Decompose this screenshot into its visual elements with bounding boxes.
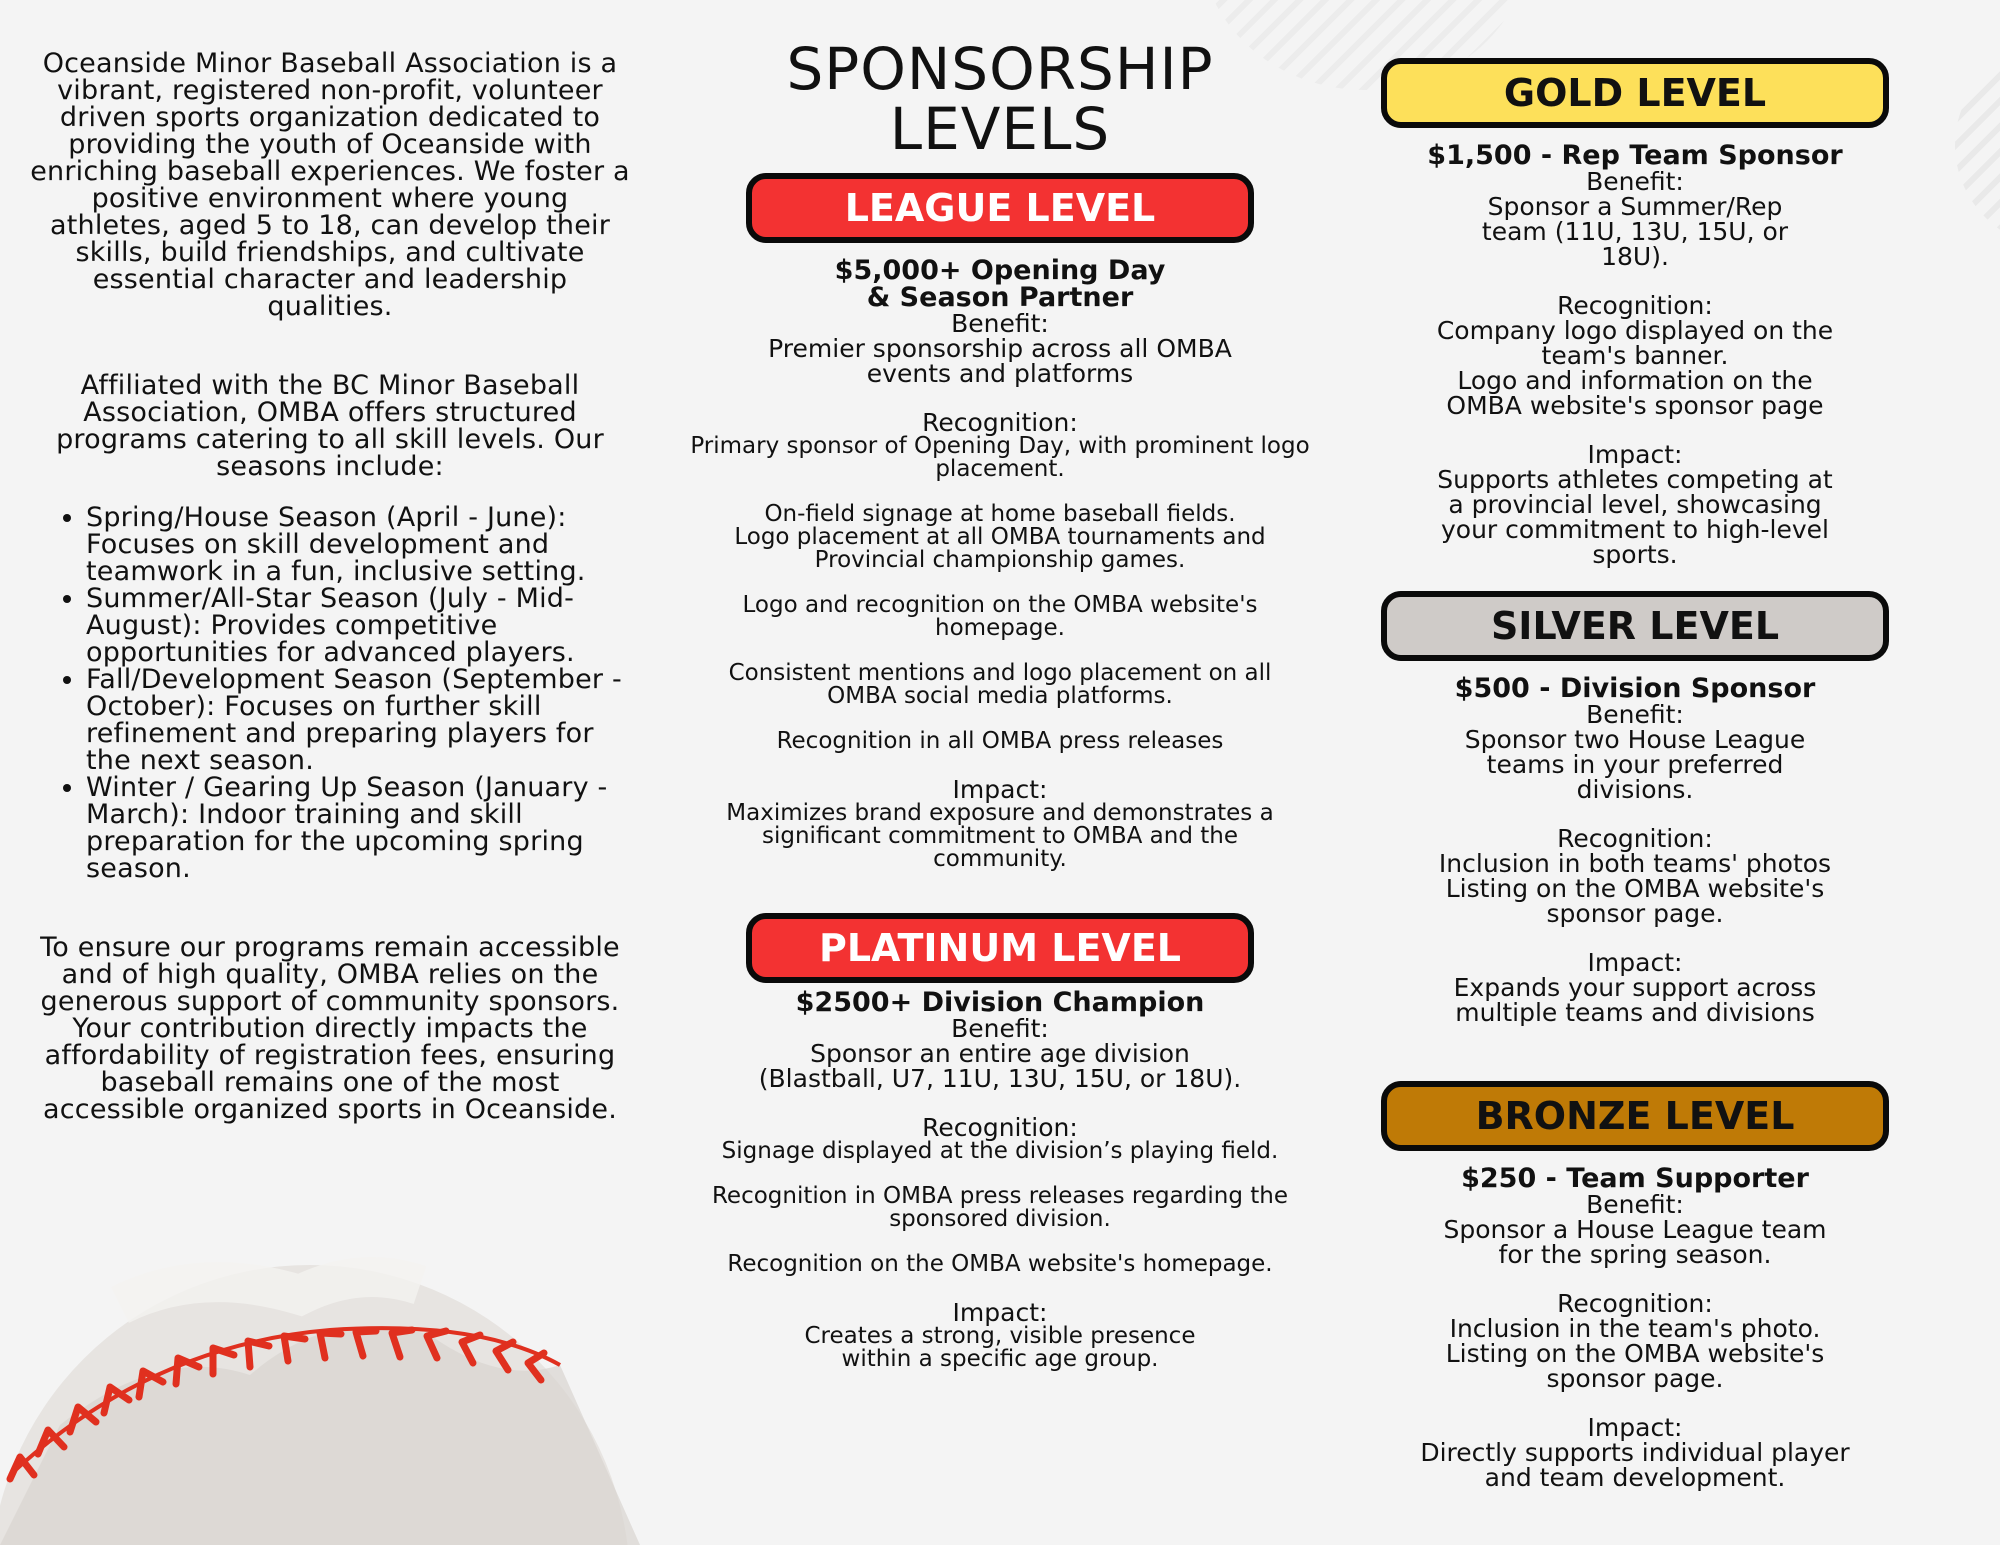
league-recognition-3: Logo placement at all OMBA tournaments and Provincial championship games. (734, 524, 1266, 574)
baseball-icon (0, 1225, 640, 1545)
platinum-benefit-label: Benefit: (951, 1014, 1049, 1044)
list-item: • Spring/House Season (April - June): Focuses on skill development and teamwork in a fun, inclusive setting. (86, 504, 630, 585)
intro-column (30, 50, 630, 1175)
league-level-banner: LEAGUE LEVEL (746, 173, 1254, 243)
intro-paragraph-3: To ensure our programs remain accessible and of high quality, OMBA relies on the generous support of community sponsors. Your contribution directly impacts the affordability of registration fees, ensuring baseball remains one of the most accessible organized sports in Oceanside. (40, 932, 620, 1125)
league-benefit-label: Benefit: (951, 309, 1049, 339)
silver-recognition-1: Inclusion in both teams' photos (1438, 849, 1832, 878)
seasons-list (30, 504, 630, 882)
list-item: • Summer/All-Star Season (July - Mid-August): Provides competitive opportunities for advanced players. (86, 585, 630, 666)
league-recognition-4: Logo and recognition on the OMBA website's homepage. (742, 592, 1258, 642)
gold-benefit-label: Benefit: (1586, 167, 1684, 196)
league-recognition-6: Recognition in all OMBA press releases (776, 728, 1224, 755)
gold-level-banner: GOLD LEVEL (1381, 58, 1889, 128)
intro-paragraph-2: Affiliated with the BC Minor Baseball Association, OMBA offers structured programs catering to all skill levels. Our seasons include: (56, 370, 604, 482)
page-title (690, 35, 1310, 163)
middle-column (690, 35, 1310, 1373)
platinum-recognition-1: Signage displayed at the division’s playing field. (721, 1138, 1279, 1165)
bronze-impact-label: Impact: (1587, 1413, 1683, 1442)
list-item: • Fall/Development Season (September - October): Focuses on further skill refinement and preparing players for the next season. (86, 666, 630, 774)
silver-level-section (1370, 591, 1900, 1025)
platinum-level-section (690, 913, 1310, 1371)
page-title-line-2: LEVELS (889, 94, 1111, 163)
gold-impact: Supports athletes competing at a provincial level, showcasing your commitment to high-level sports. (1437, 465, 1833, 569)
bronze-price: $250 - Team Supporter (1461, 1163, 1809, 1194)
silver-recognition-label: Recognition: (1557, 824, 1713, 853)
silver-impact-label: Impact: (1587, 948, 1683, 977)
platinum-price: $2500+ Division Champion (795, 987, 1205, 1019)
league-impact-label: Impact: (952, 775, 1048, 805)
page-title-line-1: SPONSORSHIP (786, 35, 1214, 103)
league-recognition-2: On-field signage at home baseball fields. (764, 501, 1236, 528)
list-item: • Winter / Gearing Up Season (January - March): Indoor training and skill preparation for the upcoming spring season. (86, 774, 630, 882)
bronze-benefit-label: Benefit: (1586, 1190, 1684, 1219)
league-recognition-1: Primary sponsor of Opening Day, with prominent logo placement. (690, 433, 1310, 483)
decorative-circle-right (1955, 40, 2000, 250)
gold-impact-label: Impact: (1587, 440, 1683, 469)
gold-price: $1,500 - Rep Team Sponsor (1427, 140, 1843, 171)
bronze-level-banner: BRONZE LEVEL (1381, 1081, 1889, 1151)
silver-impact: Expands your support across multiple teams and divisions (1453, 973, 1817, 1027)
bronze-impact: Directly supports individual player and team development. (1420, 1438, 1850, 1492)
right-column (1370, 58, 1900, 1490)
platinum-impact: Creates a strong, visible presence within a specific age group. (804, 1323, 1196, 1373)
platinum-recognition-2: Recognition in OMBA press releases regarding the sponsored division. (711, 1183, 1288, 1233)
gold-recognition-label: Recognition: (1557, 291, 1713, 320)
platinum-recognition-label: Recognition: (922, 1113, 1078, 1143)
gold-recognition-2: Logo and information on the OMBA website's sponsor page (1446, 366, 1824, 420)
league-price (690, 255, 1310, 314)
bronze-recognition-2: Listing on the OMBA website's sponsor page. (1445, 1339, 1825, 1393)
league-impact: Maximizes brand exposure and demonstrates a significant commitment to OMBA and the community. (726, 800, 1274, 873)
gold-level-section (1370, 58, 1900, 567)
gold-recognition-1: Company logo displayed on the team's banner. (1436, 316, 1834, 370)
league-price-line-1: $5,000+ Opening Day (834, 255, 1166, 287)
platinum-impact-label: Impact: (952, 1298, 1048, 1328)
bronze-recognition-label: Recognition: (1557, 1289, 1713, 1318)
silver-level-banner: SILVER LEVEL (1381, 591, 1889, 661)
league-recognition-label: Recognition: (922, 408, 1078, 438)
bronze-benefit: Sponsor a House League team for the spring season. (1443, 1215, 1827, 1269)
silver-benefit: Sponsor two House League teams in your preferred divisions. (1464, 725, 1806, 804)
intro-paragraph-1: Oceanside Minor Baseball Association is a vibrant, registered non-profit, volunteer driven sports organization dedicated to providing the youth of Oceanside with enriching baseball experiences. We foster a positive environment where young athletes, aged 5 to 18, can develop their skills, build friendships, and cultivate essential character and leadership qualities. (30, 48, 630, 322)
platinum-level-banner: PLATINUM LEVEL (746, 913, 1254, 983)
silver-recognition-2: Listing on the OMBA website's sponsor page. (1445, 874, 1825, 928)
league-level-section (690, 173, 1310, 871)
platinum-recognition-3: Recognition on the OMBA website's homepage. (727, 1251, 1273, 1278)
silver-price: $500 - Division Sponsor (1454, 673, 1816, 704)
league-recognition-5: Consistent mentions and logo placement on all OMBA social media platforms. (728, 660, 1272, 710)
league-benefit: Premier sponsorship across all OMBA events and platforms (768, 334, 1232, 389)
silver-benefit-label: Benefit: (1586, 700, 1684, 729)
gold-benefit: Sponsor a Summer/Rep team (11U, 13U, 15U, or 18U). (1481, 192, 1789, 271)
league-price-line-2: & Season Partner (866, 282, 1134, 314)
bronze-level-section (1370, 1081, 1900, 1490)
platinum-benefit: Sponsor an entire age division (Blastball, U7, 11U, 13U, 15U, or 18U). (758, 1039, 1242, 1094)
bronze-recognition-1: Inclusion in the team's photo. (1449, 1314, 1821, 1343)
